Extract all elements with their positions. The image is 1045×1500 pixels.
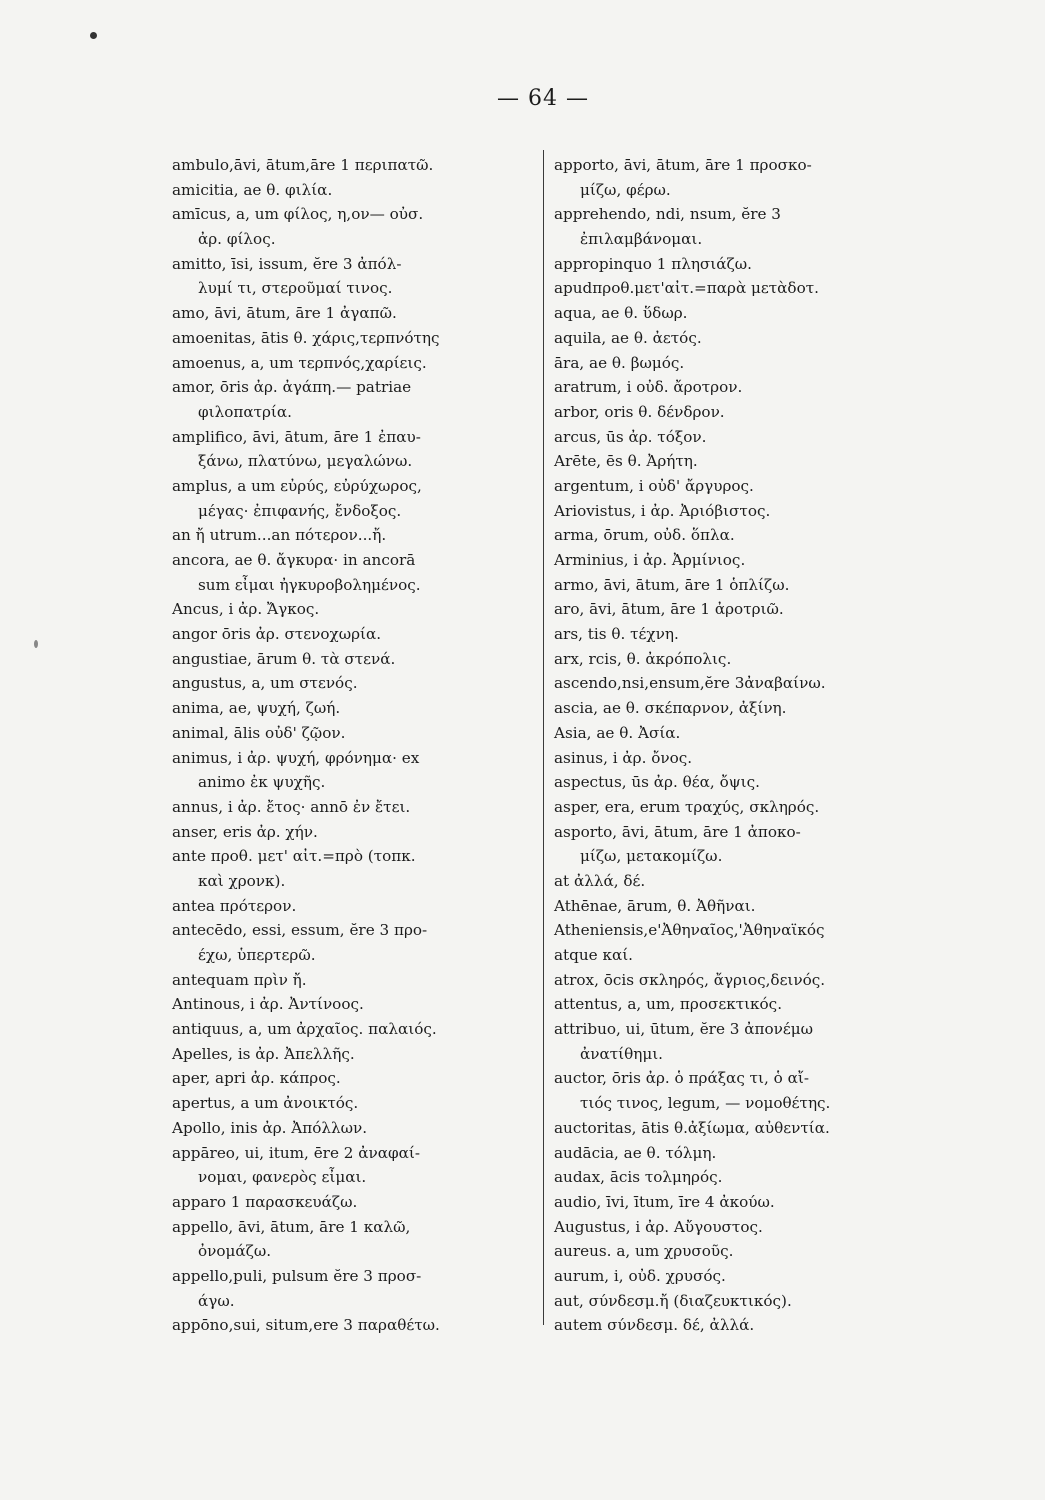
dictionary-entry: aquila, ae θ. ἀετός.: [554, 328, 702, 347]
dictionary-entry: apparo 1 παρασκευάζω.: [172, 1192, 358, 1211]
dictionary-entry: apudπροθ.μετ'αἰτ.=παρὰ μετὰδοτ.: [554, 279, 819, 298]
dictionary-entry: Antinous, i ἀρ. Ἀντίνοος.: [172, 995, 364, 1014]
dictionary-entry: amplus, a um εὐρύς, εὐρύχωρος,: [172, 476, 422, 495]
entry-continuation: τιός τινος, legum, — νομοθέτης.: [580, 1094, 831, 1113]
dictionary-entry: asper, era, erum τραχύς, σκληρός.: [554, 797, 820, 816]
entry-continuation: ἀρ. φίλος.: [198, 230, 276, 249]
dictionary-entry: amoenitas, ātis θ. χάρις,τερπνότης: [172, 328, 440, 347]
dictionary-entry: Ancus, i ἀρ. Ἄγκος.: [172, 600, 320, 619]
dictionary-entry: arcus, ūs ἀρ. τόξον.: [554, 427, 707, 446]
dictionary-entry: audācia, ae θ. τόλμη.: [554, 1143, 717, 1162]
dictionary-entry: amor, ōris ἀρ. ἀγάπη.— patriae: [172, 378, 412, 397]
entry-continuation: μέγας· ἐπιφανής, ἔνδοξος.: [198, 501, 402, 520]
dictionary-entry: appello, āvi, ātum, āre 1 καλῶ,: [172, 1217, 411, 1236]
dictionary-entry: ars, tis θ. τέχνη.: [554, 625, 679, 644]
dictionary-entry: aper, apri ἀρ. κάπρος.: [172, 1069, 341, 1088]
entry-continuation: μίζω, φέρω.: [580, 180, 671, 199]
entry-continuation: ἀνατίθημι.: [580, 1044, 663, 1063]
dictionary-entry: argentum, i οὐδ' ἄργυρος.: [554, 476, 754, 495]
dictionary-entry: amo, āvi, ātum, āre 1 ἀγαπῶ.: [172, 304, 397, 323]
dictionary-entry: aratrum, i οὐδ. ἄροτρον.: [554, 378, 743, 397]
dictionary-entry: arbor, oris θ. δένδρον.: [554, 402, 725, 421]
entry-continuation: animo ἐκ ψυχῆς.: [198, 773, 326, 792]
dictionary-entry: Ariovistus, i ἀρ. Ἀριόβιστος.: [554, 501, 771, 520]
dictionary-entry: anima, ae, ψυχή, ζωή.: [172, 699, 341, 718]
dictionary-entry: ancora, ae θ. ἄγκυρα· in ancorā: [172, 551, 416, 569]
dictionary-entry: attentus, a, um, προσεκτικός.: [554, 995, 783, 1014]
dictionary-entry: aurum, i, οὐδ. χρυσός.: [554, 1266, 726, 1285]
dictionary-entry: arx, rcis, θ. ἀκρόπολις.: [554, 649, 732, 668]
entry-continuation: μίζω, μετακομίζω.: [580, 847, 723, 866]
dictionary-entry: appāreo, ui, itum, ēre 2 ἀναφαί-: [172, 1143, 420, 1162]
dictionary-entry: animal, ālis οὐδ' ζῷον.: [172, 723, 346, 742]
ink-speck: [34, 640, 38, 648]
dictionary-entry: angor ōris ἀρ. στενοχωρία.: [172, 625, 382, 644]
left-column: [172, 153, 532, 1338]
entry-continuation: νομαι, φανερὸς εἶμαι.: [198, 1168, 367, 1187]
dictionary-entry: angustus, a, um στενός.: [172, 674, 358, 693]
dictionary-entry: Apollo, inis ἀρ. Ἀπόλλων.: [172, 1118, 368, 1137]
dictionary-entry: antecēdo, essi, essum, ĕre 3 προ-: [172, 921, 428, 940]
dictionary-entry: aqua, ae θ. ὕδωρ.: [554, 304, 688, 323]
dictionary-entry: āra, ae θ. βωμός.: [554, 353, 685, 372]
dictionary-entry: auctor, ōris ἀρ. ὁ πράξας τι, ὁ αἴ-: [554, 1069, 809, 1088]
dictionary-entry: attribuo, ui, ūtum, ĕre 3 ἀπονέμω: [554, 1020, 813, 1039]
right-column: [554, 153, 944, 1338]
dictionary-entry: amitto, īsi, issum, ĕre 3 ἀπόλ-: [172, 254, 402, 273]
entry-continuation: ὀνομάζω.: [198, 1242, 272, 1261]
dictionary-entry: anser, eris ἀρ. χήν.: [172, 822, 318, 841]
dictionary-entry: asinus, i ἀρ. ὄνος.: [554, 748, 693, 767]
dictionary-entry: audax, ācis τολμηρός.: [554, 1168, 723, 1187]
dictionary-entry: Apelles, is ἀρ. Ἀπελλῆς.: [172, 1044, 355, 1063]
dictionary-entry: antea πρότερον.: [172, 896, 297, 915]
dictionary-entry: atrox, ōcis σκληρός, ἄγριος,δεινός.: [554, 970, 826, 989]
dictionary-entry: appōno,sui, situm,ere 3 παραθέτω.: [172, 1316, 440, 1335]
dictionary-entry: audio, īvi, ītum, īre 4 ἀκούω.: [554, 1192, 775, 1211]
dictionary-entry: antiquus, a, um ἀρχαῖος. παλαιός.: [172, 1020, 437, 1039]
entry-continuation: φιλοπατρία.: [198, 402, 292, 421]
entry-continuation: καὶ χρονκ).: [198, 871, 286, 890]
dictionary-entry: Augustus, i ἀρ. Αὔγουστος.: [554, 1217, 763, 1236]
entry-continuation: ξάνω, πλατύνω, μεγαλώνω.: [198, 452, 413, 471]
page-number: — 64 —: [497, 86, 589, 111]
dictionary-entry: amīcus, a, um φίλος, η,ον— οὐσ.: [172, 205, 424, 224]
dictionary-entry: ante προθ. μετ' αἰτ.=πρὸ (τοπκ.: [172, 847, 416, 866]
dictionary-entry: Athēnae, ārum, θ. Ἀθῆναι.: [554, 896, 756, 915]
dictionary-entry: amoenus, a, um τερπνός,χαρίεις.: [172, 353, 427, 372]
dictionary-entry: apertus, a um ἀνοικτός.: [172, 1094, 359, 1113]
entry-continuation: άγω.: [198, 1291, 235, 1310]
dictionary-entry: aut, σύνδεσμ.ἤ (διαζευκτικός).: [554, 1291, 792, 1310]
dictionary-entry: auctoritas, ātis θ.ἀξίωμα, αὐθεντία.: [554, 1118, 830, 1137]
dictionary-entry: aspectus, ūs ἀρ. θέα, ὄψις.: [554, 773, 760, 792]
entry-continuation: λυμί τι, στεροῦμαί τινος.: [198, 279, 393, 298]
dictionary-entry: annus, i ἀρ. ἔτος· annō ἐν ἔτει.: [172, 797, 411, 816]
dictionary-entry: angustiae, ārum θ. τὰ στενά.: [172, 649, 396, 668]
dictionary-entry: autem σύνδεσμ. δέ, ἀλλά.: [554, 1316, 755, 1335]
entry-continuation: sum εἶμαι ἠγκυροβολημένος.: [198, 575, 421, 594]
dictionary-entry: Atheniensis,e'Ἀθηναῖος,'Ἀθηναϊκός: [554, 921, 825, 940]
entry-continuation: έχω, ὑπερτερῶ.: [198, 946, 316, 964]
dictionary-entry: an ἤ utrum...an πότερον...ἤ.: [172, 526, 387, 545]
dictionary-entry: appello,puli, pulsum ĕre 3 προσ-: [172, 1266, 422, 1285]
dictionary-entry: armo, āvi, ātum, āre 1 ὁπλίζω.: [554, 575, 790, 594]
dictionary-entry: appropinquo 1 πλησιάζω.: [554, 254, 752, 273]
dictionary-entry: ambulo,āvi, ātum,āre 1 περιπατῶ.: [172, 156, 434, 174]
column-divider: [543, 150, 544, 1325]
dictionary-entry: ascia, ae θ. σκέπαρνον, ἀξίνη.: [554, 699, 787, 718]
dictionary-entry: Asia, ae θ. Ἀσία.: [554, 723, 681, 742]
dictionary-entry: amplifico, āvi, ātum, āre 1 ἐπαυ-: [172, 427, 421, 446]
ink-speck: [90, 32, 97, 39]
dictionary-entry: amicitia, ae θ. φιλία.: [172, 180, 333, 199]
dictionary-entry: atque καί.: [554, 946, 634, 964]
dictionary-entry: Arēte, ēs θ. Ἀρήτη.: [554, 452, 698, 471]
dictionary-entry: apprehendo, ndi, nsum, ĕre 3: [554, 205, 781, 224]
entry-continuation: ἐπιλαμβάνομαι.: [580, 230, 703, 249]
dictionary-entry: aureus. a, um χρυσοῦς.: [554, 1242, 734, 1261]
dictionary-entry: antequam πρὶν ἤ.: [172, 970, 307, 989]
dictionary-entry: asporto, āvi, ātum, āre 1 ἀποκο-: [554, 822, 801, 841]
dictionary-entry: apporto, āvi, ātum, āre 1 προσκο-: [554, 156, 812, 174]
dictionary-entry: animus, i ἀρ. ψυχή, φρόνημα· ex: [172, 748, 420, 767]
dictionary-entry: aro, āvi, ātum, āre 1 ἀροτριῶ.: [554, 600, 784, 619]
dictionary-entry: at ἀλλά, δέ.: [554, 871, 646, 890]
dictionary-entry: ascendo,nsi,ensum,ĕre 3ἀναβαίνω.: [554, 674, 826, 693]
dictionary-entry: Arminius, i ἀρ. Ἀρμίνιος.: [554, 551, 746, 569]
dictionary-entry: arma, ōrum, οὐδ. ὅπλα.: [554, 526, 735, 545]
